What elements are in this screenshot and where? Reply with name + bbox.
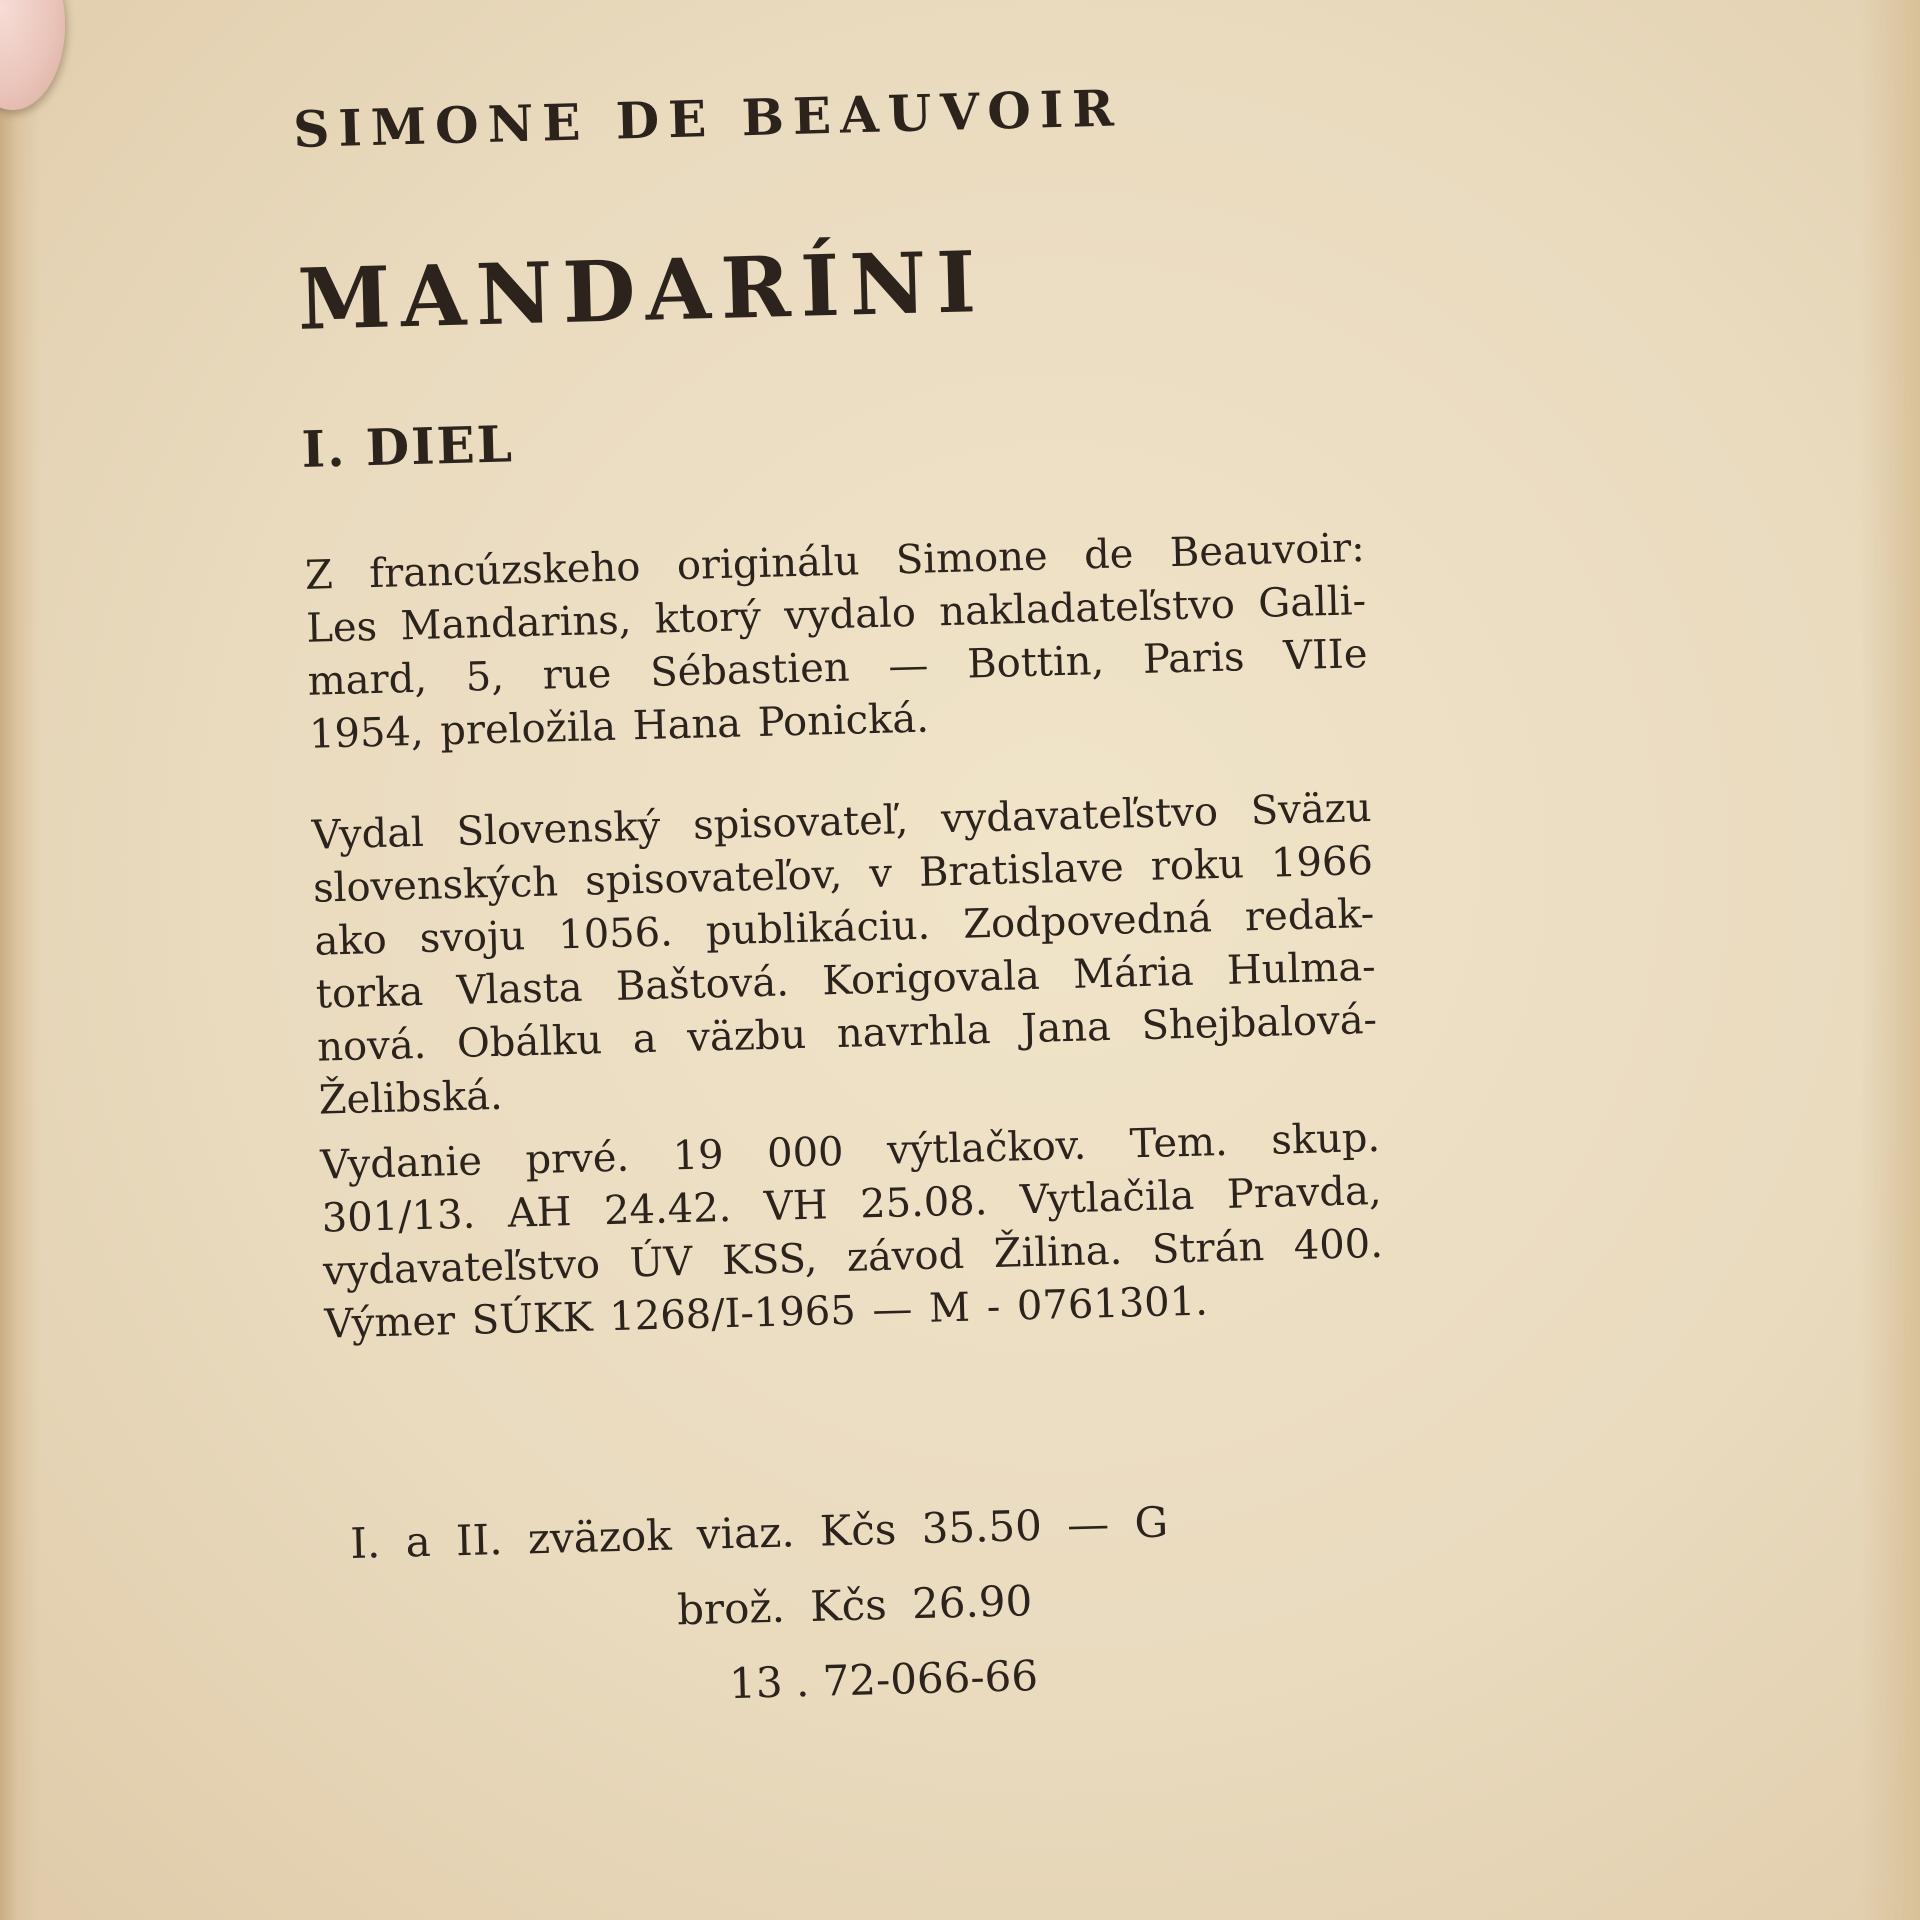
price-bound: I. a II. zväzok viaz. Kčs 35.50 — G xyxy=(349,1497,1169,1568)
text-line: ako svoju 1056. publikáciu. Zodpovedná redak- xyxy=(313,890,1375,965)
text-line: 301/13. AH 24.42. VH 25.08. Vytlačila Pravda, xyxy=(321,1167,1383,1242)
title-page-content xyxy=(292,51,1384,1709)
volume-label: I. DIEL xyxy=(300,414,515,479)
text-line: 1954, preložila Hana Ponická. xyxy=(308,695,930,758)
author-name: SIMONE DE BEAUVOIR xyxy=(292,78,1124,159)
catalog-number: 13 . 72-066-66 xyxy=(728,1651,1039,1709)
page-edge-shadow-right xyxy=(1860,0,1920,1920)
text-line: Výmer SÚKK 1268/I-1965 — M - 0761301. xyxy=(323,1278,1209,1348)
text-line: Z francúzskeho originálu Simone de Beauvoir: xyxy=(304,525,1366,599)
text-line: Vydanie prvé. 19 000 výtlačkov. Tem. skup. xyxy=(319,1114,1381,1189)
text-line: torka Vlasta Baštová. Korigovala Mária Hulma- xyxy=(315,943,1377,1018)
text-line: nová. Obálku a väzbu navrhla Jana Shejbalová- xyxy=(316,996,1378,1071)
text-line: slovenských spisovateľov, v Bratislave roku 1966 xyxy=(312,837,1374,912)
page-edge-shadow-left xyxy=(0,0,40,1920)
thumb-holding-page xyxy=(0,0,65,110)
text-line: vydavateľstvo ÚV KSS, závod Žilina. Strán 400. xyxy=(322,1220,1384,1295)
price-paperback: brož. Kčs 26.90 xyxy=(676,1576,1033,1635)
text-line: Les Mandarins, ktorý vydalo nakladateľstvo Galli- xyxy=(305,578,1367,652)
text-line: Vydal Slovenský spisovateľ, vydavateľstvo Sväzu xyxy=(311,785,1373,859)
publisher-note xyxy=(311,782,1379,1128)
edition-note xyxy=(320,1112,1385,1352)
book-title: MANDARÍNI xyxy=(296,231,987,349)
text-line: mard, 5, rue Sébastien — Bottin, Paris VIIe xyxy=(307,631,1368,705)
text-line: Želibská. xyxy=(318,1072,504,1124)
translation-note xyxy=(304,522,1369,762)
